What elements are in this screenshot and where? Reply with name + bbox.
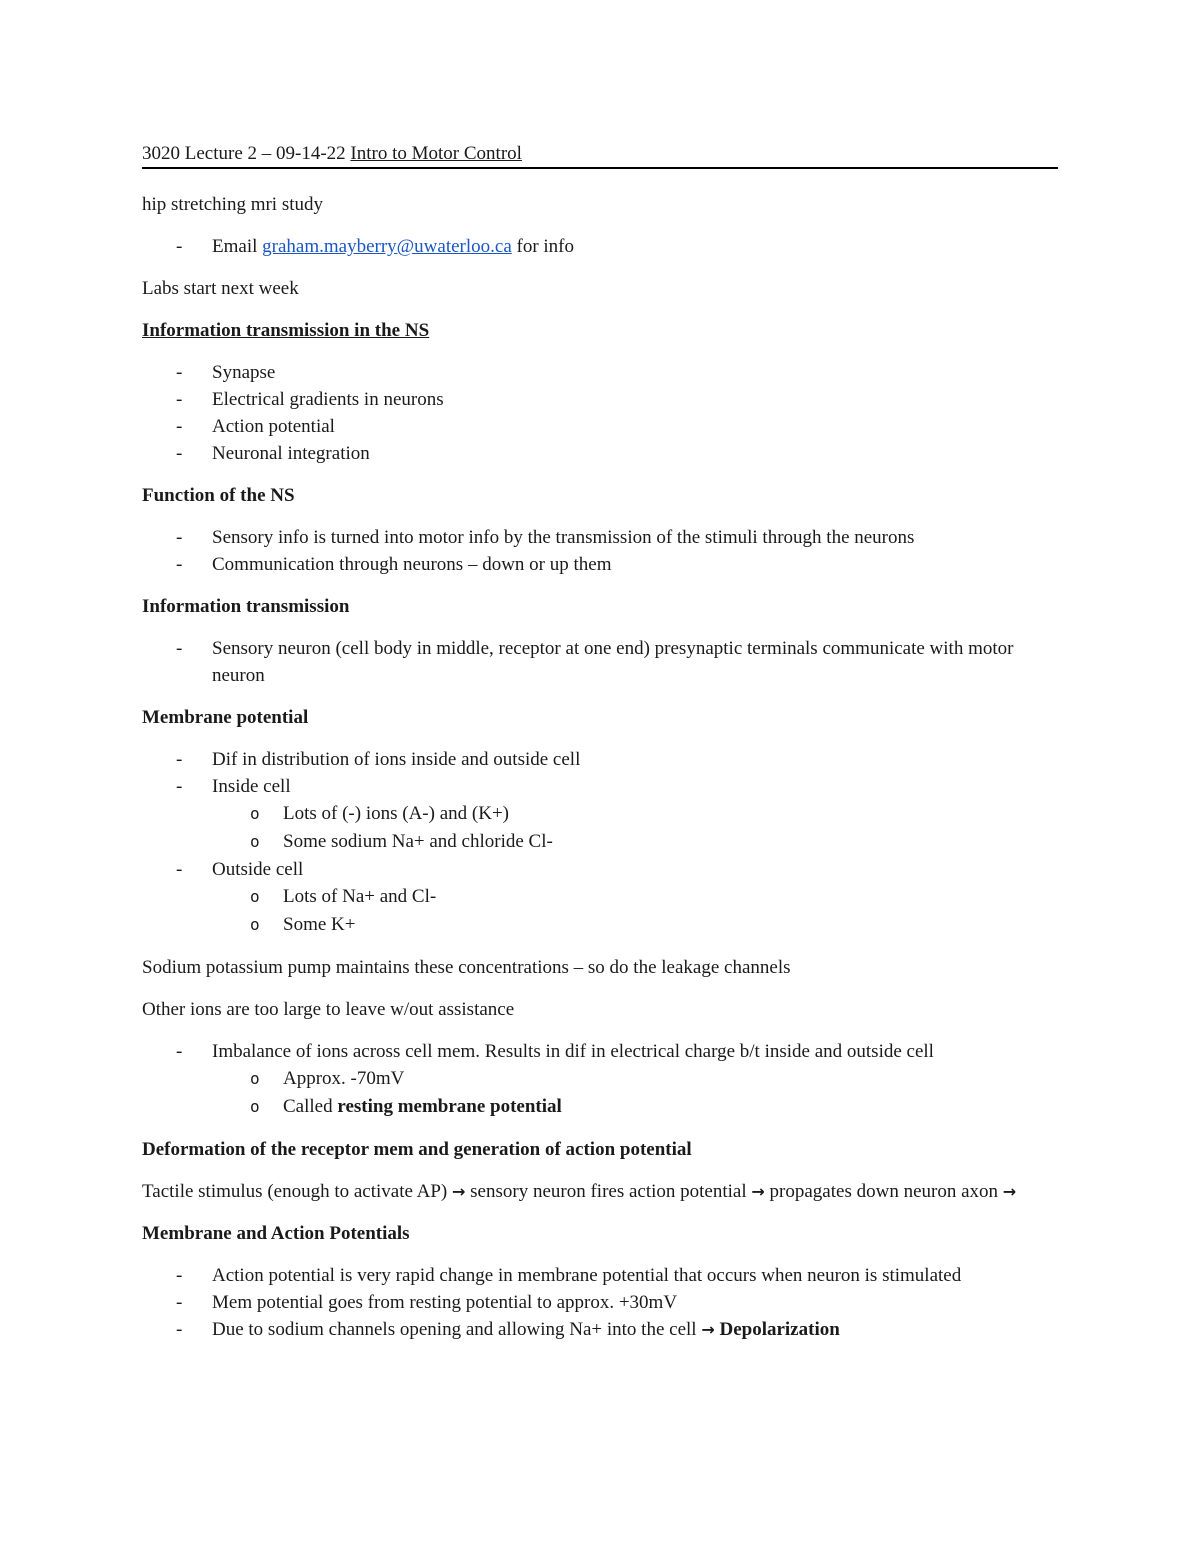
list-item [142, 233, 1058, 260]
list-item: - Action potential [142, 413, 1058, 440]
deform-text-2: sensory neuron fires action potential [465, 1181, 752, 1202]
sub-list [212, 883, 1058, 939]
email-link[interactable]: graham.mayberry@uwaterloo.ca [262, 236, 512, 257]
list-item: - Electrical gradients in neurons [142, 386, 1058, 413]
pump-line: Sodium potassium pump maintains these concentrations – so do the leakage channels [142, 957, 791, 978]
email-prefix: Email [212, 236, 263, 257]
list-item: - Action potential is very rapid change in membrane potential that occurs when neuron is stimulated [142, 1262, 1058, 1289]
sub-list-item: o Lots of (-) ions (A-) and (K+) [212, 800, 1058, 828]
bold-term: resting membrane potential [337, 1096, 562, 1117]
deform-paragraph [142, 1178, 1058, 1205]
list-item-label: Imbalance of ions across cell mem. Results in dif in electrical charge b/t inside and outside cell [212, 1041, 934, 1062]
function-list [142, 524, 1058, 578]
sub-list-item: o Some K+ [212, 911, 1058, 939]
section-heading: Membrane potential [142, 707, 309, 728]
sub-list [212, 1065, 1058, 1121]
arrow-right-icon: → [751, 1182, 765, 1201]
list-item-text: Due to sodium channels opening and allowing Na+ into the cell [212, 1319, 702, 1340]
list-item: - Neuronal integration [142, 440, 1058, 467]
sub-list [212, 800, 1058, 856]
arrow-right-icon: → [701, 1320, 715, 1339]
deform-text-3: propagates down neuron axon [764, 1181, 1003, 1202]
list-item: - Mem potential goes from resting potential to approx. +30mV [142, 1289, 1058, 1316]
document-page [142, 140, 1058, 1358]
arrow-right-icon: → [452, 1182, 466, 1201]
sub-list-item [212, 1093, 1058, 1121]
arrow-right-icon: → [1002, 1182, 1017, 1201]
labs-line: Labs start next week [142, 278, 299, 299]
list-item [142, 773, 1058, 856]
list-item: - Communication through neurons – down or up them [142, 551, 1058, 578]
sub-list-item: o Some sodium Na+ and chloride Cl- [212, 828, 1058, 856]
info-ns-list [142, 359, 1058, 467]
section-heading: Information transmission in the NS [142, 320, 430, 341]
list-item-label: Inside cell [212, 776, 291, 797]
imbalance-list [142, 1038, 1058, 1121]
study-line: hip stretching mri study [142, 194, 324, 215]
section-heading: Information transmission [142, 596, 350, 617]
section-heading: Deformation of the receptor mem and generation of action potential [142, 1139, 692, 1160]
list-item: - Dif in distribution of ions inside and outside cell [142, 746, 1058, 773]
list-item: - Synapse [142, 359, 1058, 386]
list-item [142, 856, 1058, 939]
list-item-label: Outside cell [212, 859, 304, 880]
study-list [142, 233, 1058, 260]
title-topic: Intro to Motor Control [350, 143, 522, 164]
deform-text-1: Tactile stimulus (enough to activate AP) [142, 1181, 452, 1202]
ions-line: Other ions are too large to leave w/out assistance [142, 999, 515, 1020]
document-title [142, 140, 1058, 169]
bold-term: Depolarization [719, 1319, 840, 1340]
list-item [142, 1316, 1058, 1343]
title-prefix: 3020 Lecture 2 – 09-14-22 [142, 143, 351, 164]
section-heading: Membrane and Action Potentials [142, 1223, 410, 1244]
membrane-list [142, 746, 1058, 939]
list-item: - Sensory info is turned into motor info by the transmission of the stimuli through the neurons [142, 524, 1058, 551]
email-suffix: for info [511, 236, 575, 257]
sub-item-prefix: Called [283, 1096, 338, 1117]
sub-list-item: o Lots of Na+ and Cl- [212, 883, 1058, 911]
sub-list-item: o Approx. -70mV [212, 1065, 1058, 1093]
list-item [142, 1038, 1058, 1121]
section-heading: Function of the NS [142, 485, 295, 506]
list-item: - Sensory neuron (cell body in middle, receptor at one end) presynaptic terminals communicate with motor neuron [142, 635, 1058, 689]
info-list [142, 635, 1058, 689]
potentials-list [142, 1262, 1058, 1343]
